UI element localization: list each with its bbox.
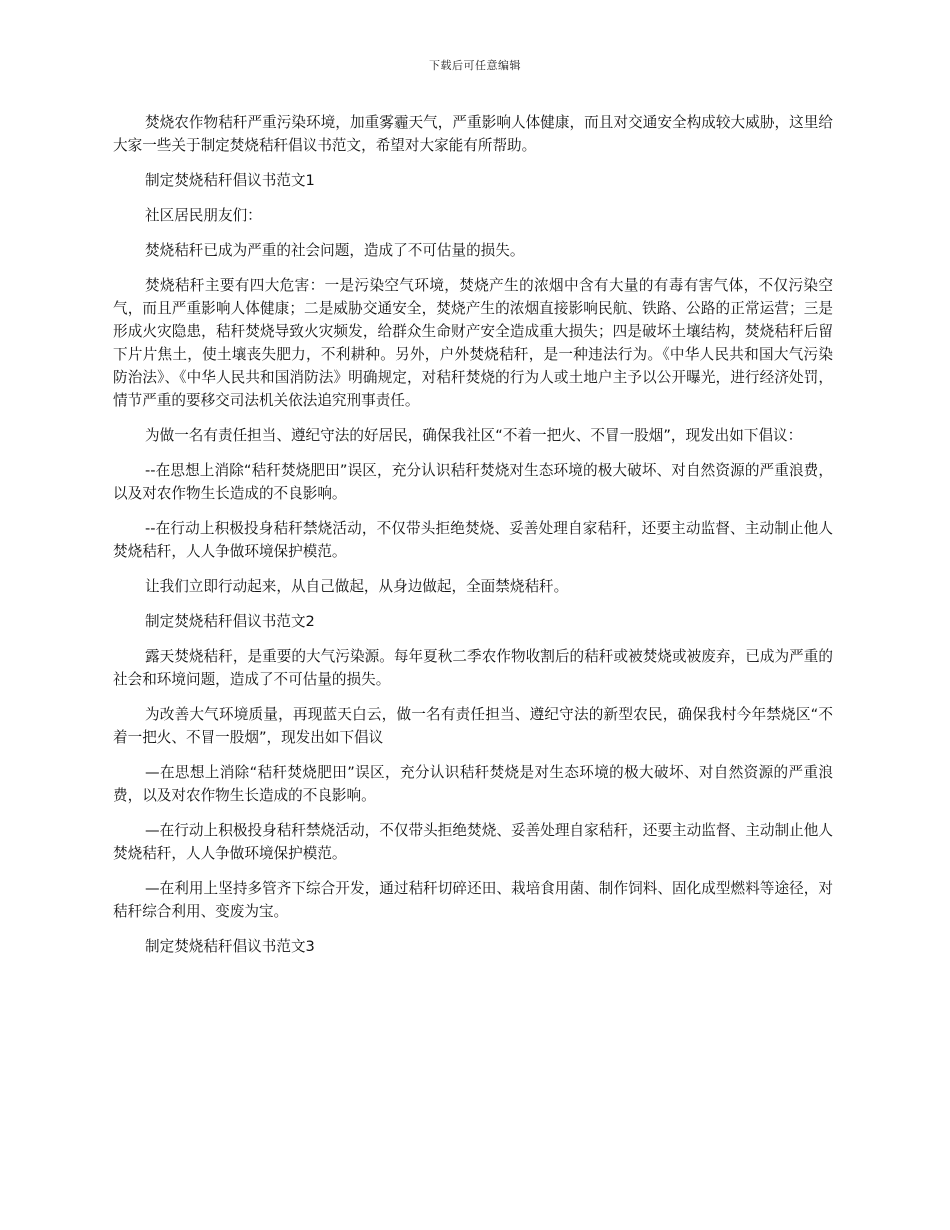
page-header: 下载后可任意编辑: [429, 59, 521, 72]
proposal-item: —在行动上积极投身秸秆禁烧活动，不仅带头拒绝焚烧、妥善处理自家秸秆，还要主动监督、主动制止他人焚烧秸秆，人人争做环境保护模范。: [113, 822, 833, 862]
salutation: 社区居民朋友们：: [145, 207, 262, 224]
paragraph: 让我们立即行动起来，从自己做起，从身边做起，全面禁烧秸秆。: [145, 578, 569, 595]
proposal-item: --在思想上消除“秸秆焚烧肥田”误区，充分认识秸秆焚烧对生态环境的极大破坏、对自然资源的严重浪费，以及对农作物生长造成的不良影响。: [113, 462, 833, 502]
paragraph: 露天焚烧秸秆，是重要的大气污染源。每年夏秋二季农作物收割后的秸秆或被焚烧或被废弃，已成为严重的社会和环境问题，造成了不可估量的损失。: [113, 648, 833, 688]
intro-paragraph: 焚烧农作物秸秆严重污染环境，加重雾霾天气，严重影响人体健康，而且对交通安全构成较大威胁，这里给大家一些关于制定焚烧秸秆倡议书范文，希望对大家能有所帮助。: [113, 114, 833, 154]
document-body: [113, 111, 833, 958]
paragraph: 焚烧秸秆主要有四大危害：一是污染空气环境，焚烧产生的浓烟中含有大量的有毒有害气体，不仅污染空气，而且严重影响人体健康；二是威胁交通安全，焚烧产生的浓烟直接影响民航、铁路、公路的正常运营；三是形成火灾隐患，秸秆焚烧导致火灾频发，给群众生命财产安全造成重大损失；四是破坏土壤结构，焚烧秸秆后留下片片焦土，使土壤丧失肥力，不利耕种。另外，户外焚烧秸秆，是一种违法行为。《中华人民共和国大气污染防治法》、《中华人民共和国消防法》明确规定，对秸秆焚烧的行为人或土地户主予以公开曝光，进行经济处罚，情节严重的要移交司法机关依法追究刑事责任。: [113, 277, 833, 409]
section-heading-2: 制定焚烧秸秆倡议书范文2: [145, 613, 315, 630]
section-heading-1: 制定焚烧秸秆倡议书范文1: [145, 172, 315, 189]
proposal-item: —在利用上坚持多管齐下综合开发，通过秸秆切碎还田、栽培食用菌、制作饲料、固化成型燃料等途径，对秸秆综合利用、变废为宝。: [113, 880, 833, 920]
paragraph: 为改善大气环境质量，再现蓝天白云，做一名有责任担当、遵纪守法的新型农民，确保我村今年禁烧区“不着一把火、不冒一股烟”，现发出如下倡议: [113, 706, 833, 746]
paragraph: 焚烧秸秆已成为严重的社会问题，造成了不可估量的损失。: [145, 242, 525, 259]
proposal-item: --在行动上积极投身秸秆禁烧活动，不仅带头拒绝焚烧、妥善处理自家秸秆，还要主动监督、主动制止他人焚烧秸秆，人人争做环境保护模范。: [113, 520, 833, 560]
paragraph: 为做一名有责任担当、遵纪守法的好居民，确保我社区“不着一把火、不冒一股烟”，现发出如下倡议：: [145, 427, 803, 444]
section-heading-3: 制定焚烧秸秆倡议书范文3: [145, 938, 315, 955]
proposal-item: —在思想上消除“秸秆焚烧肥田”误区，充分认识秸秆焚烧是对生态环境的极大破坏、对自然资源的严重浪费，以及对农作物生长造成的不良影响。: [113, 764, 833, 804]
